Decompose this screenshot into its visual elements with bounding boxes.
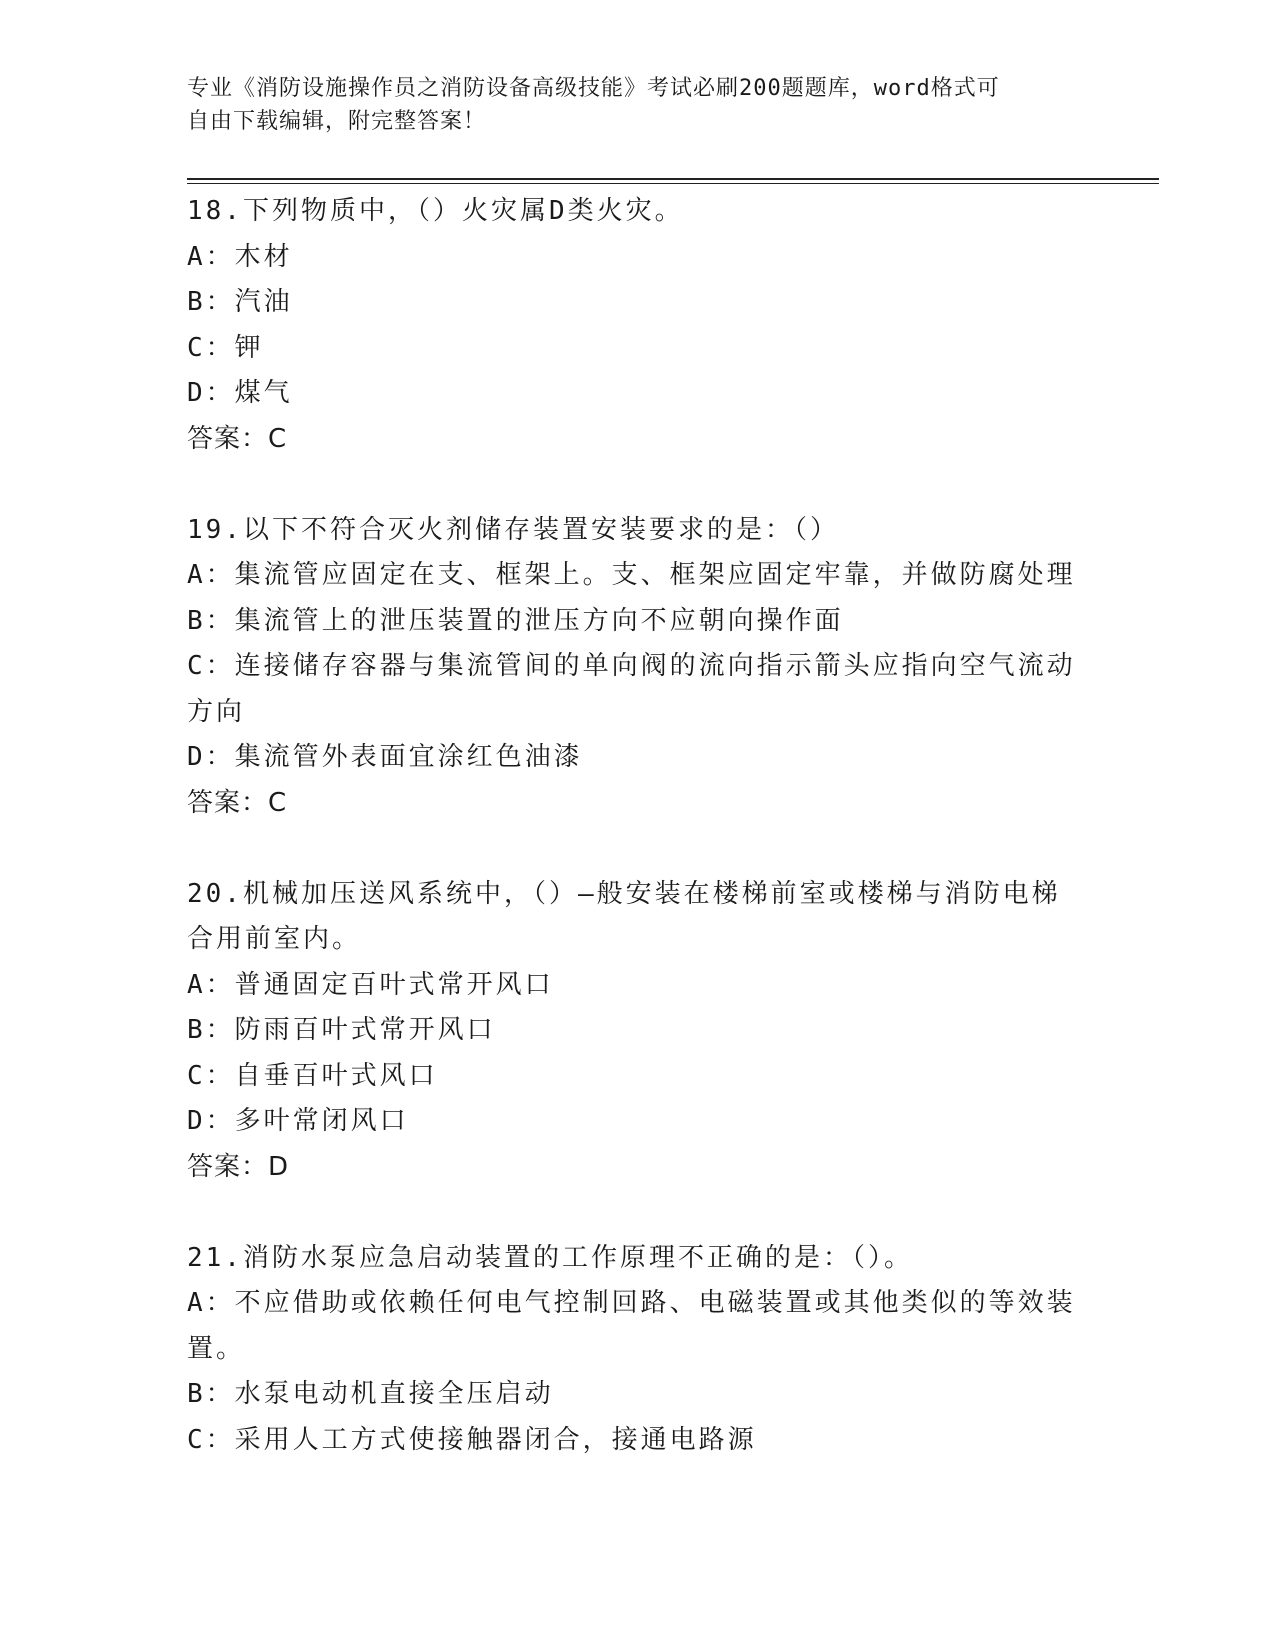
- option-a-continued: 置。: [187, 1333, 246, 1364]
- option-c: C：连接储存容器与集流管间的单向阀的流向指示箭头应指向空气流动: [187, 651, 1076, 681]
- header-line-2: 自由下载编辑，附完整答案！: [187, 109, 487, 134]
- question-stem: 20.机械加压送风系统中，（）—般安装在楼梯前室或楼梯与消防电梯: [187, 878, 1061, 909]
- option-d: D：集流管外表面宜涂红色油漆: [187, 742, 583, 772]
- option-c: C：钾: [187, 332, 264, 363]
- question-stem: 18.下列物质中，（）火灾属D类火灾。: [187, 196, 684, 226]
- option-a: A：木材: [187, 241, 293, 272]
- answer-line: 答案：C: [187, 423, 288, 454]
- option-b: B：防雨百叶式常开风口: [187, 1015, 496, 1045]
- header-divider-thick: [187, 178, 1159, 180]
- option-b: B：汽油: [187, 287, 293, 317]
- answer-line: 答案：C: [187, 787, 288, 818]
- question-stem: 19.以下不符合灭火剂储存装置安装要求的是：（）: [187, 514, 839, 545]
- option-b: B：水泵电动机直接全压启动: [187, 1379, 554, 1409]
- option-c-continued: 方向: [187, 696, 246, 727]
- question-spacer: [187, 1190, 1087, 1236]
- header-line-1: 专业《消防设施操作员之消防设备高级技能》考试必刷200题题库，word格式可: [187, 76, 1000, 101]
- option-c: C：采用人工方式使接触器闭合，接通电路源: [187, 1424, 757, 1455]
- question-spacer: [187, 462, 1087, 508]
- question-stem: 21.消防水泵应急启动装置的工作原理不正确的是：（）。: [187, 1242, 913, 1273]
- option-c: C：自垂百叶式风口: [187, 1060, 438, 1091]
- option-d: D：煤气: [187, 378, 293, 408]
- question-list: [187, 189, 1087, 1463]
- option-a: A：普通固定百叶式常开风口: [187, 969, 554, 1000]
- document-header: [187, 72, 1067, 138]
- option-d: D：多叶常闭风口: [187, 1106, 409, 1136]
- question-stem-continued: 合用前室内。: [187, 924, 362, 954]
- question-spacer: [187, 826, 1087, 872]
- header-divider-thin: [187, 183, 1159, 184]
- option-a: A：不应借助或依赖任何电气控制回路、电磁装置或其他类似的等效装: [187, 1288, 1076, 1318]
- option-b: B：集流管上的泄压装置的泄压方向不应朝向操作面: [187, 605, 844, 636]
- option-a: A：集流管应固定在支、框架上。支、框架应固定牢靠，并做防腐处理: [187, 560, 1076, 590]
- answer-line: 答案：D: [187, 1151, 290, 1182]
